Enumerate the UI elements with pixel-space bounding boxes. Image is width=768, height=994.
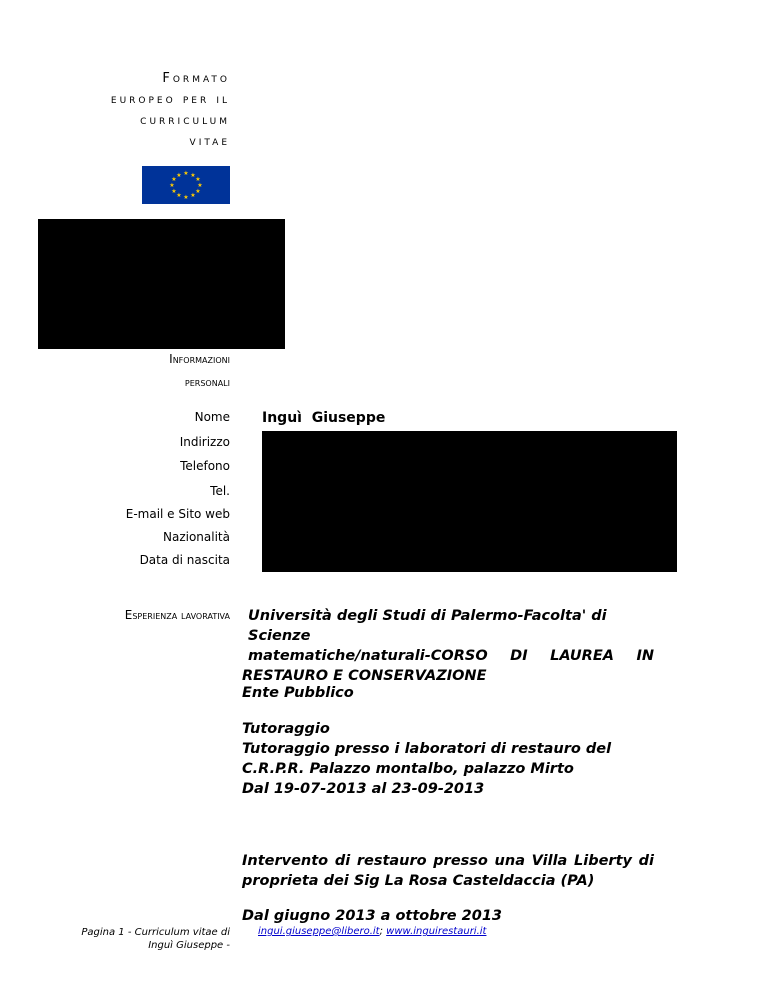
role-line: Dal 19-07-2013 al 23-09-2013 <box>242 781 485 797</box>
title-line: curriculum <box>140 113 230 128</box>
cv-format-title <box>111 70 230 151</box>
footer-page-info <box>81 926 230 952</box>
svg-text:★: ★ <box>197 182 203 189</box>
eu-flag-icon <box>142 166 230 204</box>
section-title-line: personali <box>184 376 230 389</box>
experience-title: Esperienza lavorativa <box>124 608 230 622</box>
svg-text:★: ★ <box>183 170 189 177</box>
employer <box>242 606 654 686</box>
title-line: Formato <box>162 71 230 86</box>
intervention <box>242 851 654 891</box>
label-telefono: Telefono <box>180 459 230 473</box>
label-data-nascita: Data di nascita <box>139 553 230 567</box>
employer-line: RESTAURO E CONSERVAZIONE <box>242 668 487 684</box>
svg-text:★: ★ <box>190 192 196 199</box>
title-line: vitae <box>189 134 230 149</box>
svg-text:★: ★ <box>176 172 182 179</box>
website-link[interactable]: www.inguirestauri.it <box>386 926 487 937</box>
label-tel: Tel. <box>210 484 230 498</box>
svg-text:★: ★ <box>183 194 189 201</box>
label-email-web: E-mail e Sito web <box>125 507 230 521</box>
footer-links <box>258 926 486 937</box>
personal-info-title <box>169 350 230 392</box>
svg-text:★: ★ <box>190 172 196 179</box>
footer-separator: ; <box>379 926 387 937</box>
title-line: europeo per il <box>110 92 230 107</box>
employer-sector: Ente Pubblico <box>242 685 354 701</box>
redacted-personal-data <box>262 431 677 572</box>
section-title-line: Informazioni <box>169 352 230 366</box>
label-nome: Nome <box>194 410 230 424</box>
svg-text:★: ★ <box>176 192 182 199</box>
role-line: C.R.P.R. Palazzo montalbo, palazzo Mirto <box>242 761 574 777</box>
label-indirizzo: Indirizzo <box>179 435 230 449</box>
svg-text:★: ★ <box>195 176 201 183</box>
employer-line: matematiche/naturali-CORSO DI LAUREA IN <box>248 648 654 664</box>
role-line: Tutoraggio <box>242 721 330 737</box>
intervention-line: Intervento di restauro presso una Villa Liberty di <box>242 853 654 869</box>
intervention-period: Dal giugno 2013 a ottobre 2013 <box>242 908 503 924</box>
name-value: Inguì Giuseppe <box>262 410 386 426</box>
redacted-photo <box>38 219 285 349</box>
svg-text:★: ★ <box>171 188 177 195</box>
label-nazionalita: Nazionalità <box>163 530 230 544</box>
employer-line: Università degli Studi di Palermo-Facolta' di Scienze <box>248 608 607 644</box>
svg-text:★: ★ <box>195 188 201 195</box>
job-role <box>242 719 611 799</box>
email-link[interactable]: ingui.giuseppe@libero.it <box>258 926 380 937</box>
intervention-line: proprieta dei Sig La Rosa Casteldaccia (PA) <box>242 873 595 889</box>
footer-line: Inguì Giuseppe - <box>148 940 230 951</box>
svg-text:★: ★ <box>169 182 175 189</box>
footer-line: Pagina 1 - Curriculum vitae di <box>81 927 230 938</box>
role-line: Tutoraggio presso i laboratori di restauro del <box>242 741 612 757</box>
svg-text:★: ★ <box>171 176 177 183</box>
